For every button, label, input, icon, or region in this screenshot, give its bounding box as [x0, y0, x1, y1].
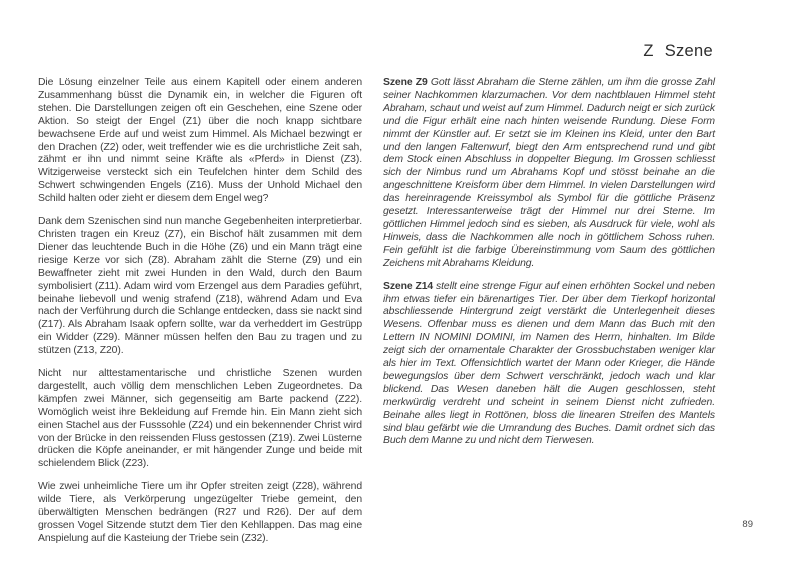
- scene-paragraph: [383, 77, 715, 271]
- left-column: [38, 77, 362, 556]
- paragraph: Dank dem Szenischen sind nun manche Gegebenheiten interpretierbar. Christen tragen ein Kreuz (Z7), ein Bischof hält zusammen mit dem Diener das leuchtende Buch in die Höhe (Z6) und ein Mann trägt eine riesige Kerze vor sich (Z8). Abraham zählt die Sterne (Z9) und ein Bewaffneter zieht mit zwei Hunden in den Wald, durch den Baum symbolisiert (Z11). Adam wird vom Erzengel aus dem Paradies geführt, beinahe liebevoll und wenig strafend (Z18), während Adam und Eva nach der Verführung durch die Schlange entdecken, dass sie nackt sind (Z17). Als Abraham Isaak opfern sollte, war da verheddert im Gestrüpp ein Widder (Z29). Männer müssen helfen den Bau zu tragen und zu stützen (Z13, Z20).: [38, 216, 362, 357]
- running-head: [643, 42, 713, 61]
- scene-text: Gott lässt Abraham die Sterne zählen, um ihm die grosse Zahl seiner Nachkommen klarzumachen. Vor dem nachtblauen Himmel steht Abraham, schaut und weist auf zum Himmel. Dadurch neigt er sich zurück und die Figur erhält eine nach hinten weisende Rundung. Diese Form nimmt der Künstler auf. Er setzt sie im Kleinen ins Kleid, unter den Bart und den langen Faltenwurf, biegt den Arm entsprechend rund und gibt dem Stock einen Abschluss in doppelter Biegung. Im Grossen schliesst sich der Nimbus rund um Abrahams Kopf und stösst beinahe an die angeschnittene Kreisform über dem Himmel. In vielen Darstellungen wird das hereinragende Kreissymbol als Symbol für die göttliche Präsenz gesetzt. Interessanterweise trägt der Himmel nur drei Sterne. Im göttlichen Himmel jedoch sind es sieben, als Ausdruck für viele, wohl als Hinweis, dass die Nachkommen alle noch in göttlichem Schoss ruhen. Fein gefühlt ist die farbige Übereinstimmung vom Saum des göttlichen Zeichens mit Abrahams Kleidung.: [383, 77, 715, 269]
- scene-paragraph: [383, 281, 715, 449]
- right-column: [383, 77, 715, 556]
- scene-text: stellt eine strenge Figur auf einen erhöhten Sockel und neben ihm etwas tiefer ein bärenartiges Tier. Der über dem Tierkopf horizontal abschliessende Hintergrund zeigt verstärkt die Unterlegenheit dieses Wesens. Offenbar muss es dienen und dem Mann das Buch mit den Lettern IN NOMINI DOMINI, im Namen des Herrn, hinhalten. Im Bilde zeigt sich der ornamentale Charakter der Grossbuchstaben weniger klar als hier im Text. Offensichtlich wartet der Mann oder Krieger, die Hände bewegungslos über dem Schwert verschränkt, jedoch wach und klar blickend. Das Wesen daneben hält die Augen geschlossen, steht merkwürdig verdreht und scheint in seinem Dienst nicht zufrieden. Beinahe alles liegt in Rottönen, bloss die linearen Streifen des Mantels sind blau gefärbt wie die Umrandung des Buches. Damit ordnet sich das Buch dem Manne zu und nicht dem Tierwesen.: [383, 280, 715, 447]
- scene-label: Szene Z9: [383, 77, 428, 88]
- running-head-letter: Z: [643, 42, 654, 60]
- scene-label: Szene Z14: [383, 280, 434, 292]
- paragraph: Die Lösung einzelner Teile aus einem Kapitell oder einem anderen Zusammenhang büsst die Dynamik ein, in welcher die Figuren oft stehen. Die Darstellungen zeigen oft ein Geschehen, eine Szene oder Aktion. So steigt der Engel (Z1) über die noch knapp sichtbare bewachsene Erde auf und weist zum Himmel. Als Michael bezwingt er den Drachen (Z2) oder, weit treffender wie es die urchristliche Zeit sah, zähmt er ihn und nimmt seine Kräfte als «Pferd» in Dienst (Z3). Witzigerweise versteckt sich ein Teufelchen hinter dem Schild des Schwert schwingenden Engels (Z16). Muss der Unhold Michael den Schild halten oder zieht er diesem dem Engel weg?: [38, 77, 362, 205]
- paragraph: Nicht nur alttestamentarische und christliche Szenen wurden dargestellt, auch völlig dem menschlichen Leben Zugeordnetes. Da kämpfen zwei Männer, sich gegenseitig am Barte packend (Z22). Womöglich weist ihre Bekleidung auf Fremde hin. Ein Mann zieht sich einen Stachel aus der Fusssohle (Z24) und ein bekennender Christ wird von der Brücke in den reissenden Fluss gestossen (Z19). Zwei Lüsterne drücken die Köpfe aneinander, er mit hängender Zunge und beide mit schielendem Blick (Z23).: [38, 368, 362, 470]
- text-content: [38, 77, 715, 556]
- running-head-title: Szene: [664, 42, 713, 60]
- page-number: 89: [742, 519, 753, 530]
- paragraph: Wie zwei unheimliche Tiere um ihr Opfer streiten zeigt (Z28), während wilde Tiere, als Verkörperung ungezügelter Triebe gemeint, den überwältigten Menschen bedrängen (R27 und R26). Der auf dem grossen Vogel Sitzende stutzt dem Tier den Kehllappen. Das mag eine Anspielung auf die Kasteiung der Triebe sein (Z32).: [38, 481, 362, 544]
